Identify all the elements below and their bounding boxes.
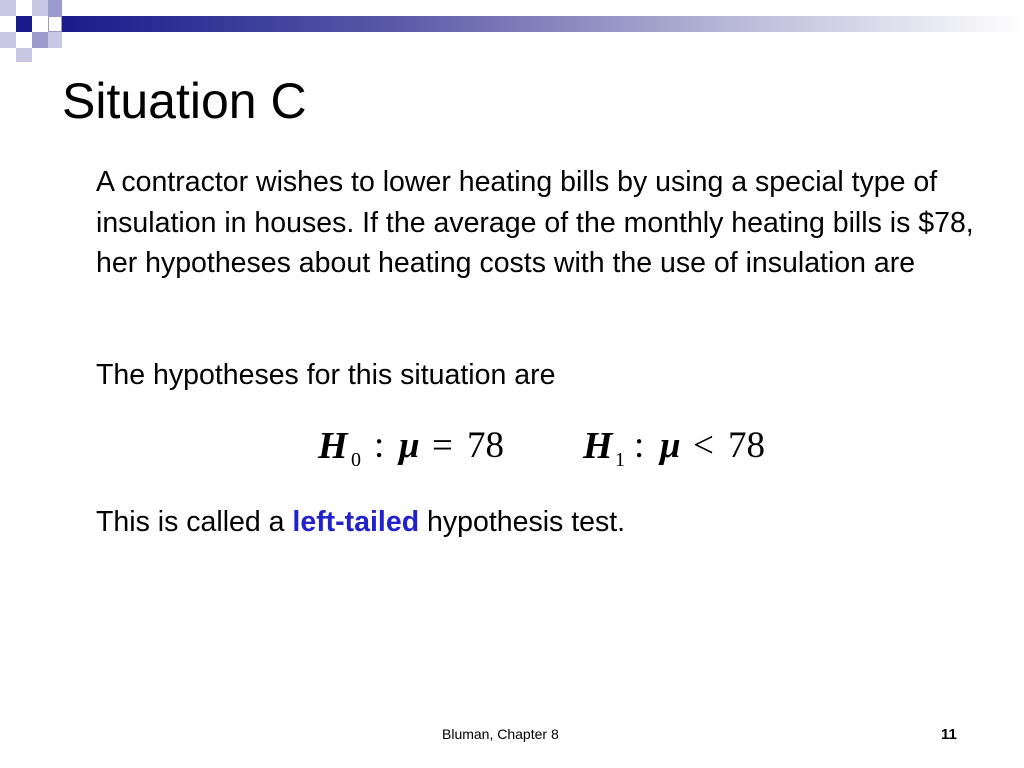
h1-letter: H (583, 425, 613, 467)
test-type-keyword: left-tailed (292, 506, 420, 538)
test-type-prefix: This is called a (96, 506, 293, 538)
deco-square (16, 48, 32, 62)
h1-colon: : (634, 425, 645, 466)
test-type-statement (96, 502, 976, 543)
deco-square (48, 0, 62, 16)
h1-relation: < (693, 425, 714, 466)
footer-source: Bluman, Chapter 8 (442, 726, 559, 742)
deco-square (0, 0, 16, 16)
h0-colon: : (374, 425, 385, 466)
deco-square (32, 0, 48, 16)
h0-letter: H (318, 425, 348, 467)
h1-value: 78 (728, 425, 765, 466)
h0-subscript: 0 (351, 449, 361, 471)
slide-title: Situation C (62, 73, 307, 129)
deco-square (0, 32, 16, 48)
h1-subscript: 1 (615, 449, 625, 471)
hypotheses-intro: The hypotheses for this situation are (96, 359, 556, 391)
header-decoration (0, 0, 1024, 70)
deco-square (48, 16, 62, 32)
h1-mu: μ (660, 425, 681, 466)
h0-mu: μ (399, 425, 420, 466)
problem-statement: A contractor wishes to lower heating bills by using a special type of insulation in houses. If the average of the monthly heating bills is $78, her hypotheses about heating costs with the use of insulation are (96, 166, 974, 279)
hypotheses-equation (0, 420, 1024, 474)
h0-value: 78 (467, 425, 504, 466)
deco-square (32, 32, 48, 48)
h0-relation: = (432, 425, 453, 466)
page-number: 11 (941, 726, 957, 743)
deco-square (16, 16, 32, 32)
test-type-suffix: hypothesis test. (419, 506, 626, 538)
header-gradient-bar (62, 16, 1024, 32)
deco-square (48, 32, 62, 48)
